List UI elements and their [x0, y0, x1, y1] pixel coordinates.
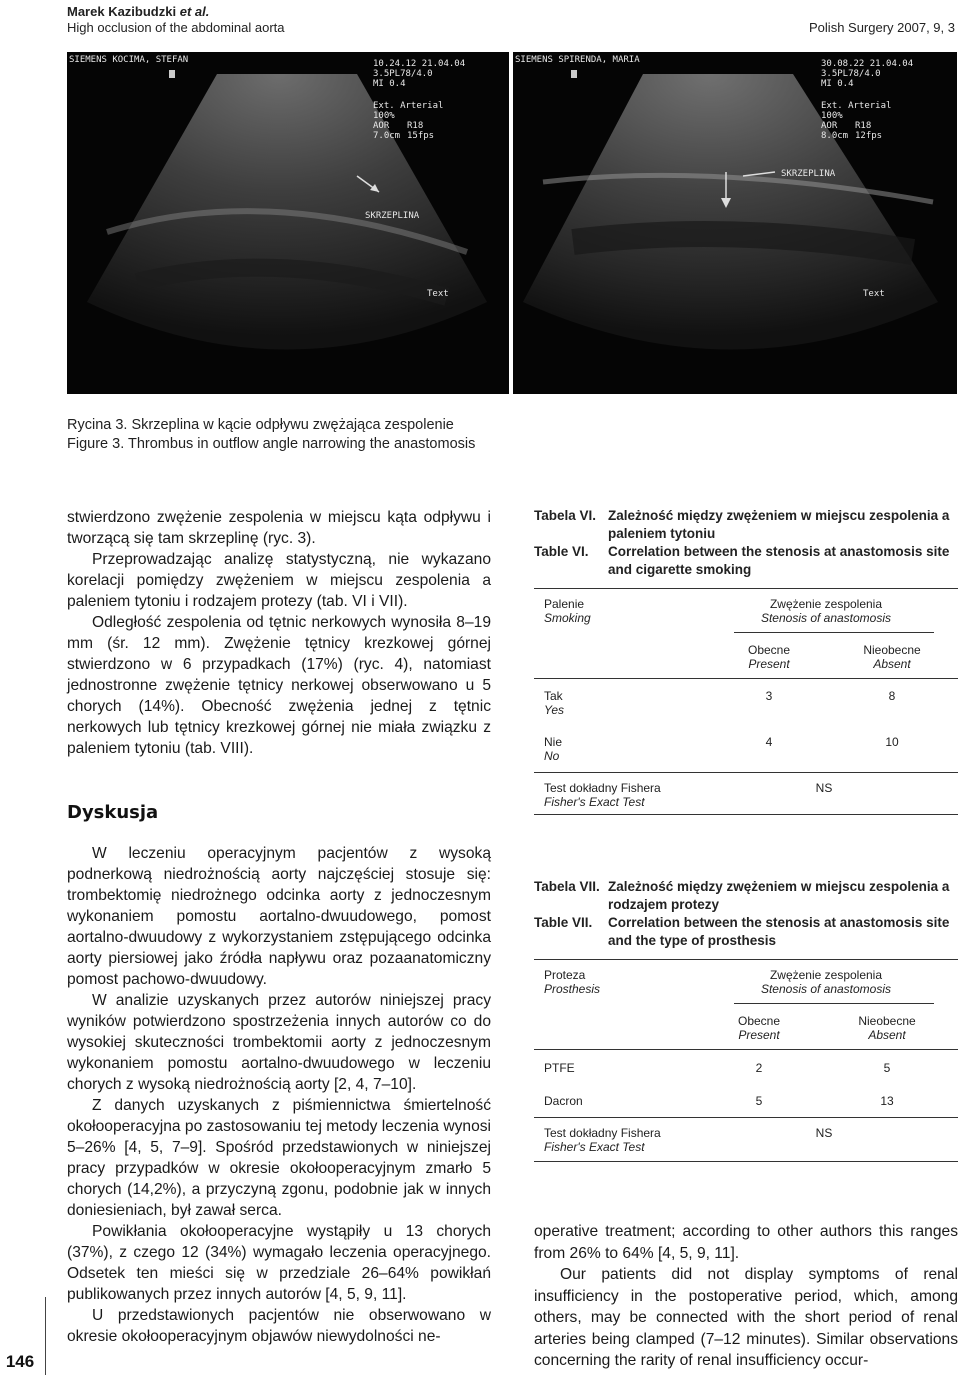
us-right-param-3: R18 — [855, 121, 872, 131]
table6-cell: 4 — [765, 735, 773, 749]
header-author: Marek Kazibudzki et al. — [67, 4, 210, 19]
table7-row-label: Dacron — [544, 1094, 583, 1108]
table6-col2-header: Nieobecne Absent — [863, 643, 921, 671]
table7-test-label: Test dokładny Fishera Fisher's Exact Test — [544, 1126, 661, 1154]
paragraph: operative treatment; according to other authors this ranges from 26% to 64% [4, 5, 9, 11]. — [534, 1223, 958, 1262]
paragraph: Odległość zespolenia od tętnic nerkowych wynosiła 8–19 mm (śr. 12 mm). Zwężenie tętnicy krezkowej górnej stwierdzono w 6 przypadkach (17%) (ryc. 4), natomiast jednostronne zwężenie tętnicy nerkowej obserwowano u 5 chorych (14%). Obecność zwężenia jednej z tętnic nerkowych lub tętnicy krezkowej górnej nie miała związku z paleniem tytoniu (tab. VIII). — [67, 614, 491, 757]
table6-col0-header: Palenie Smoking — [544, 597, 591, 625]
left-column-discussion — [67, 843, 491, 1347]
table7-col2-header: Nieobecne Absent — [858, 1014, 916, 1042]
paragraph: Przeprowadzając analizę statystyczną, nie wykazano korelacji pomiędzy zwężeniem w miejscu zespolenia a paleniem tytoniu i rodzajem protezy (tab. VI i VII). — [67, 551, 491, 610]
ultrasound-image-left — [67, 52, 509, 394]
table7-cell: 5 — [883, 1061, 891, 1075]
table7-col1-header: Obecne Present — [737, 1014, 781, 1042]
paragraph: stwierdzono zwężenie zespolenia w miejscu kąta odpływu i tworzącą się tam skrzeplinę (ryc. 3). — [67, 509, 491, 547]
table6-row-label: Tak Yes — [544, 689, 565, 717]
table7-title-en: Correlation between the stenosis at anastomosis site and the type of prosthesis — [608, 915, 950, 948]
table6-label-en: Table VI. — [534, 544, 589, 559]
us-right-probe: 3.5PL78/4.0 — [821, 69, 881, 79]
table7-label-en: Table VII. — [534, 915, 593, 930]
table6-label-pl: Tabela VI. — [534, 508, 597, 523]
paragraph: W leczeniu operacyjnym pacjentów z wysoką podnerkową niedrożnością aorty najczęściej stosuje się: trombektomię niedrożnego odcinka aorty z jednoczesnym wykonaniem pomostu aortalno-dwuudowego, pomost aortalno-dwuudowy z wykorzystaniem zstępującego odcinka aorty piersiowej jako źródła napływu oraz pozaanatomiczny pomost pachowo-dwuudowy. — [67, 845, 491, 988]
figure-caption-en: Figure 3. Thrombus in outflow angle narrowing the anastomosis — [67, 436, 476, 452]
table6-test-result: NS — [815, 781, 833, 795]
table6 — [534, 588, 958, 818]
us-left-label: SKRZEPLINA — [365, 211, 420, 221]
us-right-label: SKRZEPLINA — [781, 169, 836, 179]
table7-group-header: Zwężenie zespolenia Stenosis of anastomosis — [760, 968, 892, 996]
table7-row-label: PTFE — [544, 1061, 575, 1075]
table6-test-label: Test dokładny Fishera Fisher's Exact Test — [544, 781, 661, 809]
us-right-mi: MI 0.4 — [821, 79, 854, 89]
table7-col0-header: Proteza Prosthesis — [544, 968, 601, 996]
table6-cell: 10 — [885, 735, 899, 749]
paragraph: Z danych uzyskanych z piśmiennictwa śmiertelność okołooperacyjna po zastosowaniu tej metody leczenia wynosi 5–26% [4, 5, 7–9]. Spośród przedstawionych w niniejszej pracy przypadków w okresie okołooperacyjnym zmarło 5 chorych (14,2%), a przyczyną zgonu, podobnie jak w innych doniesieniach, był zawał serca. — [67, 1097, 491, 1219]
us-right-param-1: AOR — [821, 121, 838, 131]
paragraph: W analizie uzyskanych przez autorów niniejszej pracy wyników potwierdzono spostrzeżenia innych autorów co do wysokiej skuteczności trombektomii aorty z jednoczesnym wykonaniem pomostu aortalno-dwuudowego w leczeniu chorych z wysoką niedrożnością aorty [2, 4, 7–10]. — [67, 992, 491, 1093]
table7-cell: 5 — [755, 1094, 763, 1108]
table7-label-pl: Tabela VII. — [534, 879, 600, 894]
header-short-title: High occlusion of the abdominal aorta — [67, 20, 285, 35]
us-right-param-0: 100% — [821, 111, 843, 121]
section-heading-discussion: Dyskusja — [67, 802, 159, 823]
us-right-patient: SIEMENS SPIRENDA, MARIA — [515, 55, 640, 65]
ultrasound-image-right — [513, 52, 957, 394]
left-column-results — [67, 507, 491, 759]
table6-row-label: Nie No — [544, 735, 563, 763]
us-left-param-2: 7.0cm — [373, 131, 401, 141]
table7 — [534, 959, 958, 1169]
paragraph: Powikłania okołooperacyjne wystąpiły u 13 chorych (37%), z czego 12 (34%) wymagało leczenia operacyjnego. Odsetek ten mieści się w przedziale 26–64% powikłań publikowanych przez innych autorów [4, 5, 9, 11]. — [67, 1223, 491, 1303]
us-left-param-3: R18 — [407, 121, 424, 131]
us-left-datetime: 10.24.12 21.04.04 — [373, 59, 466, 69]
table6-cell: 3 — [765, 689, 773, 703]
table6-title-pl: Zależność między zwężeniem w miejscu zespolenia a paleniem tytoniu — [608, 508, 950, 541]
us-left-param-0: 100% — [373, 111, 395, 121]
figure-caption — [67, 416, 475, 454]
table7-title-pl: Zależność między zwężeniem w miejscu zespolenia a rodzajem protezy — [608, 879, 950, 912]
us-left-mode: Ext. Arterial — [373, 101, 444, 111]
us-left-param-1: AOR — [373, 121, 390, 131]
table7-caption — [534, 878, 958, 950]
page-number-rule — [45, 1297, 46, 1375]
us-right-param-4: 12fps — [855, 131, 883, 141]
table6-title-en: Correlation between the stenosis at anastomosis site and cigarette smoking — [608, 544, 950, 577]
us-right-mode: Ext. Arterial — [821, 101, 892, 111]
us-left-param-4: 15fps — [407, 131, 435, 141]
running-header — [67, 4, 955, 36]
us-left-text-tag: Text — [427, 289, 449, 299]
figure-caption-pl: Rycina 3. Skrzeplina w kącie odpływu zwężająca zespolenie — [67, 417, 454, 433]
us-left-mi: MI 0.4 — [373, 79, 406, 89]
paragraph: U przedstawionych pacjentów nie obserwowano w okresie okołooperacyjnym objawów niewydolności ne- — [67, 1307, 491, 1345]
header-journal: Polish Surgery 2007, 9, 3 — [809, 20, 955, 35]
table7-cell: 13 — [880, 1094, 894, 1108]
page-number: 146 — [5, 1352, 35, 1371]
table6-col1-header: Obecne Present — [747, 643, 791, 671]
us-right-param-2: 8.0cm — [821, 131, 849, 141]
table6-cell: 8 — [888, 689, 896, 703]
us-right-text-tag: Text — [863, 289, 885, 299]
right-column-text — [534, 1221, 958, 1372]
table7-cell: 2 — [755, 1061, 763, 1075]
table6-group-header: Zwężenie zespolenia Stenosis of anastomosis — [760, 597, 892, 625]
table7-test-result: NS — [815, 1126, 833, 1140]
table6-caption — [534, 507, 958, 579]
us-left-probe: 3.5PL78/4.0 — [373, 69, 433, 79]
paragraph: Our patients did not display symptoms of renal insufficiency in the postoperative period, which, among others, may be connected with the short period of renal arteries being clamped (7–12 minutes). Similar observations concerning the rarity of renal insufficiency occur- — [534, 1266, 958, 1369]
us-right-datetime: 30.08.22 21.04.04 — [821, 59, 914, 69]
us-left-patient: SIEMENS KOCIMA, STEFAN — [69, 55, 189, 65]
